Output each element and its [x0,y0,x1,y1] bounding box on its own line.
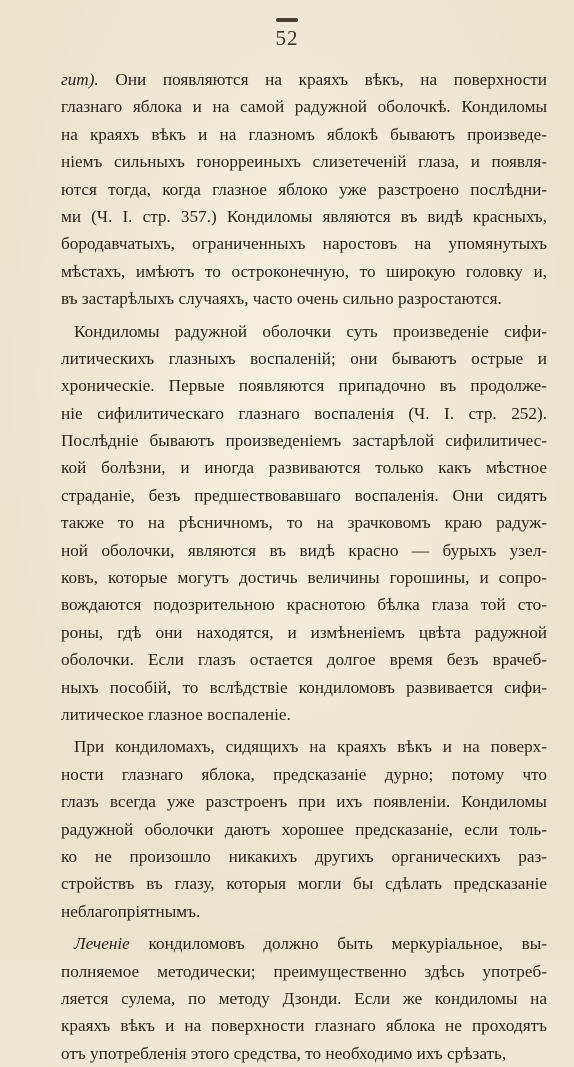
paragraph [61,930,547,1067]
italic-word: Леченіе [74,934,130,954]
line-text: также то на рѣсничномъ, то на зрачковомъ краю радуж- [61,513,547,533]
text-line [61,372,547,399]
line-text: стройствъ въ глазу, которыя могли бы сдѣлать предсказаніе [61,874,547,894]
line-text: мѣстахъ, имѣютъ то остроконечную, то широкую головку и, [61,261,547,281]
text-line [61,400,547,427]
text-line [61,619,547,646]
text-line [61,176,547,203]
text-line [61,761,547,788]
line-text: вождаются подозрительною краснотою бѣлка глаза той сто- [61,595,547,615]
text-line [61,958,547,985]
page-number: 52 [275,26,299,50]
line-text: ются тогда, когда глазное яблоко уже разстроено послѣдни- [61,179,547,199]
text-line [61,870,547,897]
line-text: ми (Ч. I. стр. 357.) Кондиломы являются въ видѣ красныхъ, [61,206,547,226]
italic-word: гит). [61,70,99,89]
text-line [61,674,547,701]
text-line [61,230,547,257]
text-line [61,258,547,285]
line-text: радужной оболочки даютъ хорошее предсказаніе, если толь- [61,819,547,839]
text-line [61,537,547,564]
line-text: Они появляются на краяхъ вѣкъ, на поверхности [98,70,547,89]
text-line [61,843,547,870]
text-line [61,1012,547,1039]
line-text: ныхъ пособій, то вслѣдствіе кондиломовъ развивается сифи- [61,677,547,697]
text-line [61,1040,547,1067]
body-text [61,66,547,1067]
text-line [61,733,547,760]
text-line [61,788,547,815]
line-text: оболочки. Если глазъ остается долгое время безъ врачеб- [61,650,547,670]
line-text: ляется сулема, по методу Дзонди. Если же кондиломы на [61,988,547,1008]
line-text: При кондиломахъ, сидящихъ на краяхъ вѣкъ и на поверх- [74,737,547,757]
line-text: полняемое методически; преимущественно здѣсь употреб- [61,961,547,981]
line-text: литическихъ глазныхъ воспаленій; они бываютъ острые и [61,348,547,368]
line-text: отъ употребленія этого средства, то необходимо ихъ срѣзать, [61,1043,507,1063]
paragraph [61,318,547,729]
text-line [61,701,547,728]
line-text: бородавчатыхъ, ограниченныхъ наростовъ на упомянутыхъ [61,234,547,254]
line-text: страданіе, безъ предшествовавшаго воспаленія. Они сидятъ [61,485,547,505]
paragraph [61,733,547,925]
text-line [61,816,547,843]
paragraph [61,66,547,313]
text-line [61,66,547,93]
text-line [61,564,547,591]
text-line [61,121,547,148]
line-text: роны, гдѣ они находятся, и измѣненіемъ цвѣта радужной [61,622,547,642]
line-text: ности глазнаго яблока, предсказаніе дурно; потому что [61,764,547,784]
text-line [61,985,547,1012]
text-line [61,93,547,120]
text-line [61,318,547,345]
line-text: кой болѣзни, и иногда развиваются только какъ мѣстное [61,458,547,478]
line-text: кондиломовъ должно быть меркуріальное, вы- [129,934,547,954]
text-line [61,591,547,618]
line-text: краяхъ вѣкъ и на поверхности глазнаго яблока не проходятъ [61,1016,547,1036]
text-line [61,148,547,175]
text-line [61,509,547,536]
line-text: ной оболочки, являются въ видѣ красно — бурыхъ узел- [61,540,547,560]
text-line [61,285,547,312]
line-text: Кондиломы радужной оболочки суть произведеніе сифи- [74,321,547,341]
text-line [61,646,547,673]
line-text: хроническіе. Первые появляются припадочно въ продолже- [61,376,547,396]
line-text: ко не произошло никакихъ другихъ органическихъ раз- [61,846,547,866]
text-line [61,482,547,509]
line-text: ніе сифилитическаго глазнаго воспаленія (Ч. I. стр. 252). [61,403,547,423]
line-text: ковъ, которые могутъ достичь величины горошины, и сопро- [61,568,547,588]
line-text: на краяхъ вѣкъ и на глазномъ яблокѣ бываютъ произведе- [61,124,547,144]
text-line [61,345,547,372]
line-text: ніемъ сильныхъ гонорреиныхъ слизетеченій глаза, и появля- [61,152,547,172]
text-line [61,454,547,481]
line-text: глазнаго яблока и на самой радужной оболочкѣ. Кондиломы [61,97,547,117]
text-line [61,427,547,454]
line-text: Послѣдніе бываютъ произведеніемъ застарѣлой сифилитичес- [61,431,547,451]
line-text: неблагопріятнымъ. [61,901,201,921]
line-text: въ застарѣлыхъ случаяхъ, часто очень сильно разростаются. [61,289,502,309]
text-line [61,930,547,957]
line-text: литическое глазное воспаленіе. [61,704,291,724]
text-line [61,203,547,230]
header-ornament [276,18,298,22]
line-text: глазъ всегда уже разстроенъ при ихъ появленіи. Кондиломы [61,792,547,812]
text-line [61,898,547,925]
